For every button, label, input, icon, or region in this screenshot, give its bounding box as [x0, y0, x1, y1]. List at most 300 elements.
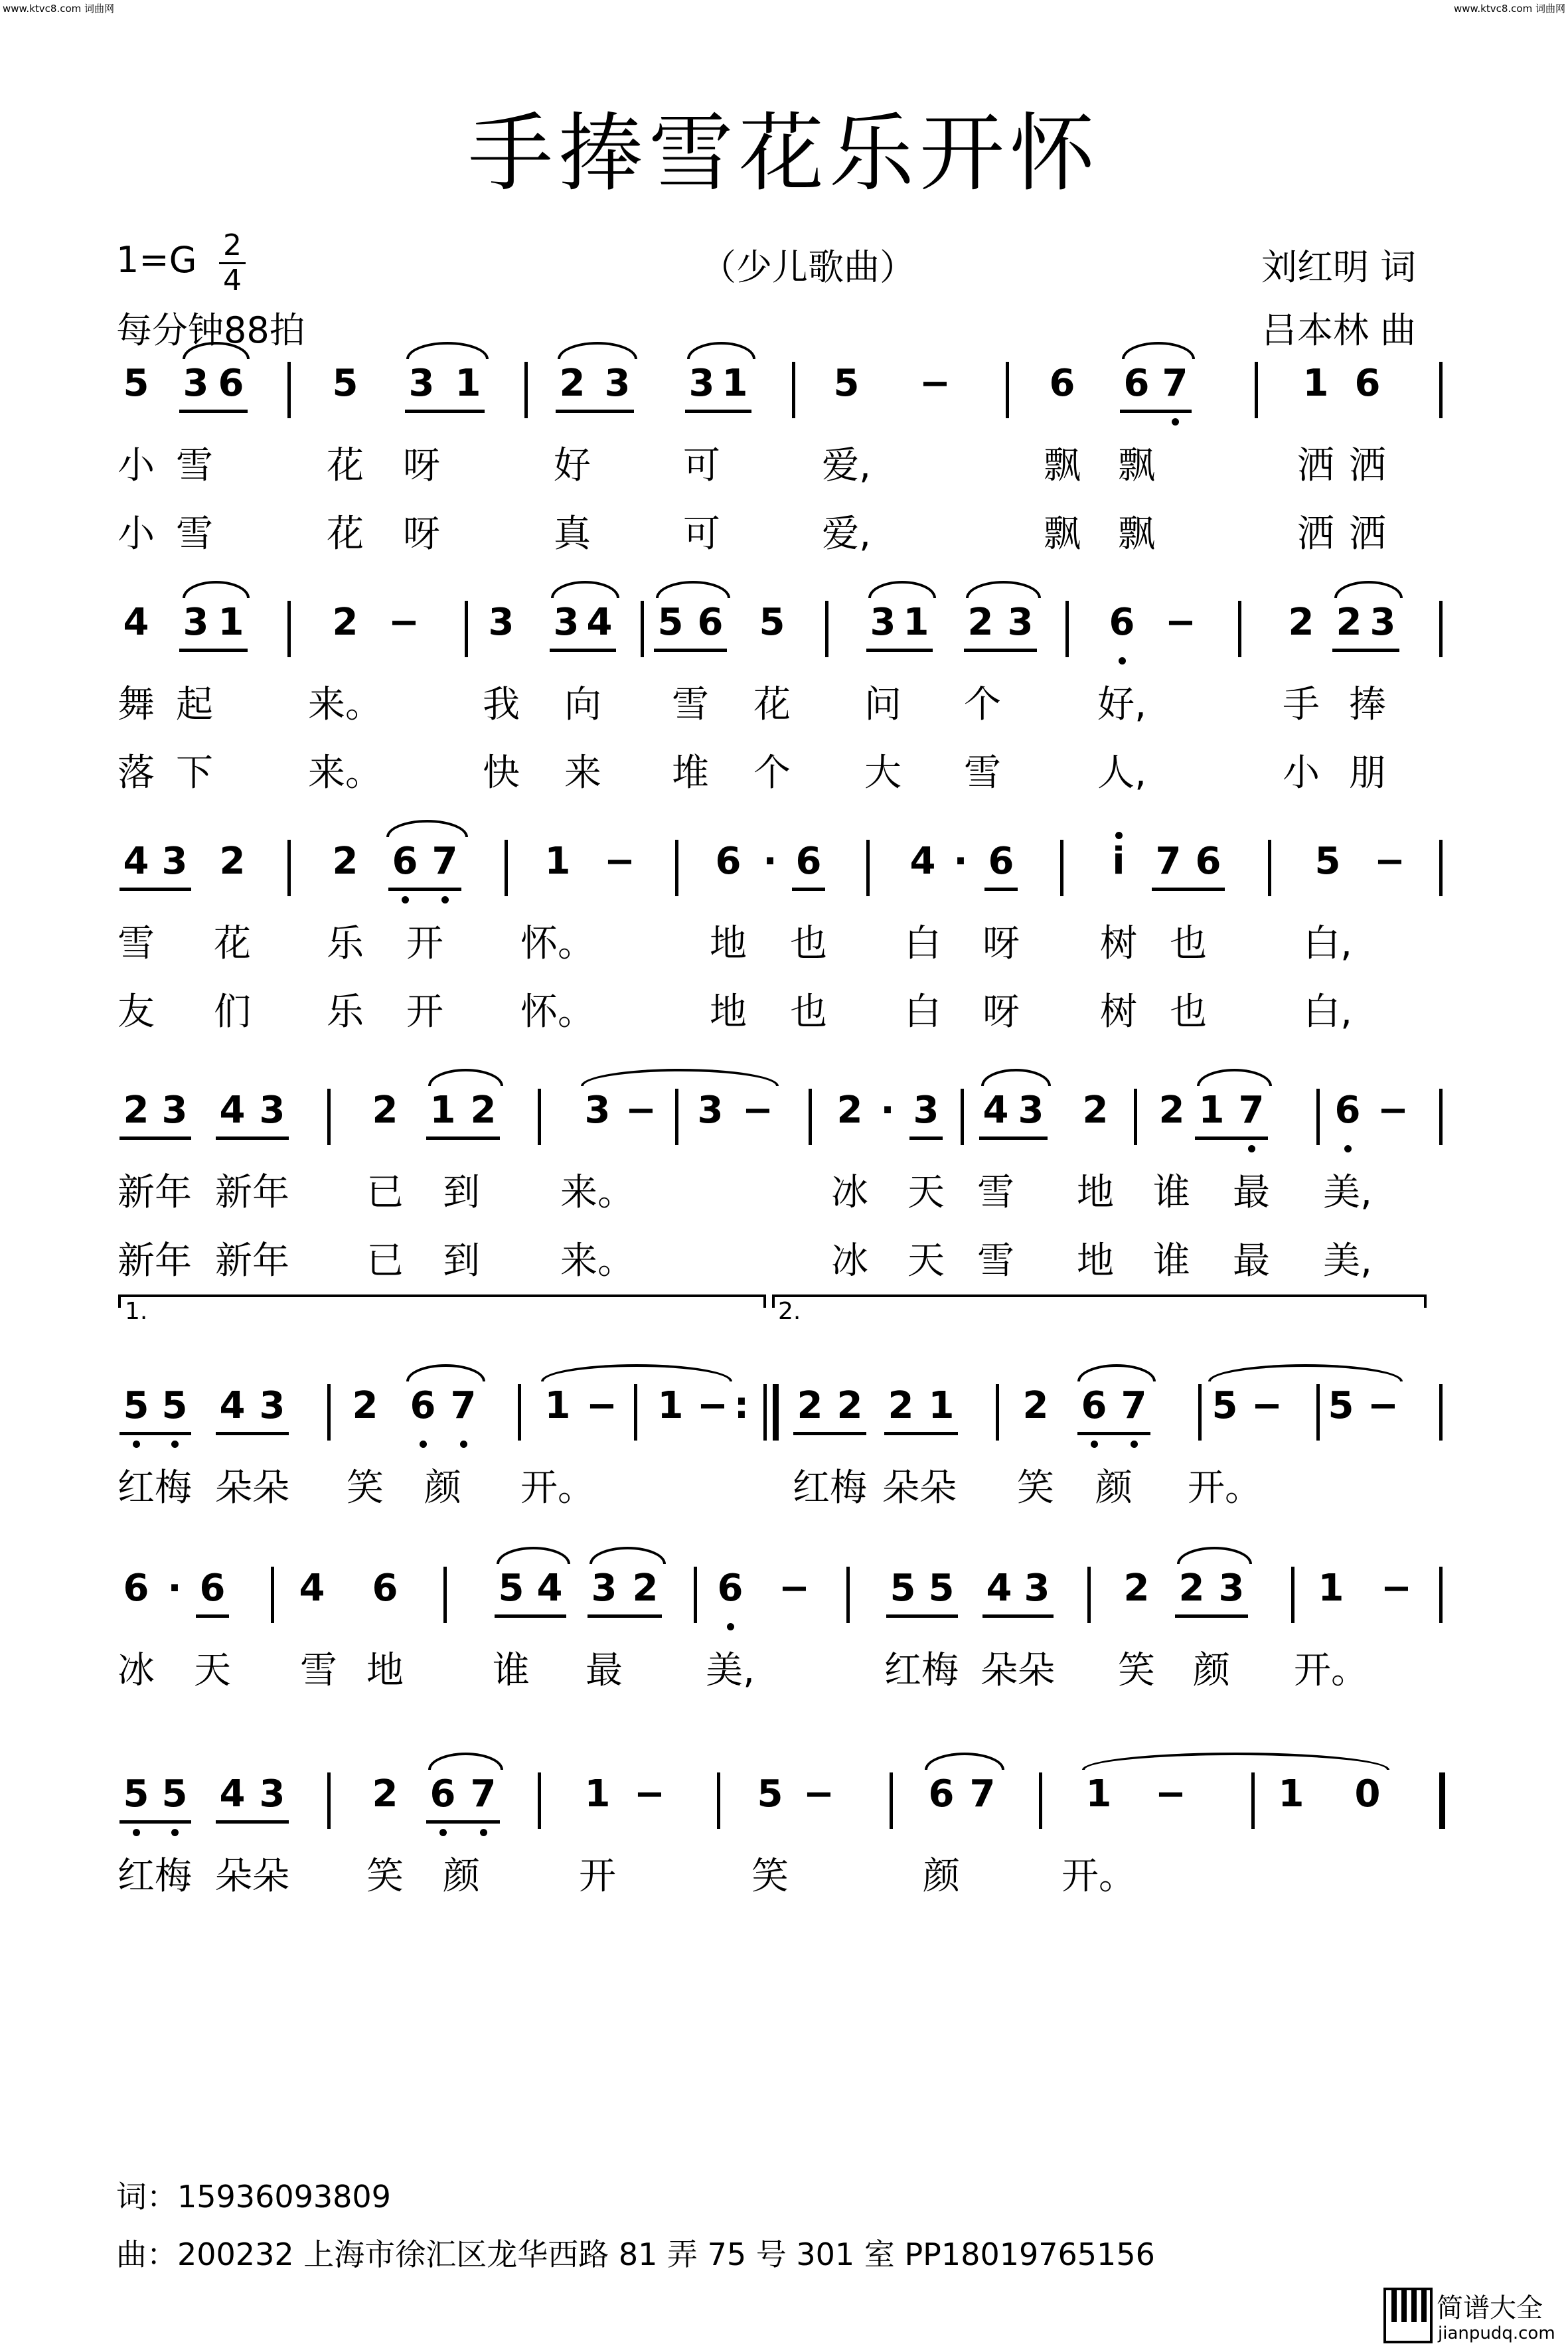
key-signature: 1=G [116, 239, 197, 281]
note: 3 [591, 1567, 617, 1610]
barline [1439, 1567, 1443, 1623]
underline [886, 1614, 958, 1618]
note: 6 [1354, 362, 1381, 405]
underline [1077, 1432, 1150, 1435]
piano-icon [1383, 2282, 1556, 2345]
logo-url: jianpudq.com [1438, 2323, 1555, 2343]
lyric-lyrics1: 到 [443, 1171, 480, 1214]
underline [179, 649, 248, 652]
lyric-lyrics1: 笑 [366, 1855, 404, 1898]
note: 2 [219, 840, 246, 883]
note: 3 [161, 840, 188, 883]
lyric-lyrics2: 可 [683, 512, 720, 556]
note: 5 [657, 601, 684, 644]
lyric-lyrics2: 天 [907, 1239, 945, 1283]
octave-dot-below [133, 1829, 140, 1836]
barline [1039, 1772, 1042, 1829]
underline [426, 1137, 500, 1140]
note: 1 [218, 601, 244, 644]
lyric-lyrics2: 地 [710, 990, 747, 1034]
lyric-lyrics2: 飘 [1118, 512, 1155, 556]
lyric-lyrics1: 地 [366, 1649, 404, 1692]
underline [866, 649, 933, 652]
note: 7 [1162, 362, 1188, 405]
note: 6 [218, 362, 244, 405]
barline [996, 1384, 999, 1441]
note: 6 [928, 1772, 955, 1816]
note: · [880, 1089, 895, 1132]
lyric-lyrics1: 怀。 [520, 922, 595, 965]
note: 3 [259, 1089, 285, 1132]
note: − [634, 1772, 665, 1816]
note: 4 [219, 1772, 246, 1816]
note: 6 [795, 840, 822, 883]
lyric-lyrics1: 白 [904, 922, 941, 965]
note: 3 [161, 1089, 188, 1132]
slur [589, 1547, 666, 1564]
barline [1316, 1089, 1320, 1145]
barline [866, 840, 870, 896]
lyric-lyrics1: 颜 [424, 1466, 461, 1510]
slur [1208, 1364, 1403, 1381]
logo-name: 简谱大全 [1437, 2293, 1543, 2323]
lyric-lyrics1: 红梅 [884, 1649, 959, 1692]
note: 3 [1007, 601, 1034, 644]
header-url-left: www.ktvc8.com 词曲网 [3, 3, 115, 15]
slur [1177, 1547, 1252, 1564]
lyric-lyrics1: 雪 [118, 922, 155, 965]
octave-dot-below [133, 1441, 140, 1448]
lyric-lyrics1: 好 [554, 444, 591, 487]
barline [443, 1567, 447, 1623]
note: 3 [688, 362, 715, 405]
slur [406, 1364, 485, 1381]
barline [792, 362, 795, 418]
lyric-lyrics1: 问 [864, 683, 902, 726]
underline [196, 1614, 229, 1618]
note: 2 [332, 601, 358, 644]
note: 2 [888, 1384, 914, 1427]
note: − [388, 601, 420, 644]
underline [1332, 649, 1399, 652]
note: 5 [332, 362, 358, 405]
underline [979, 1137, 1048, 1140]
genre: （少儿歌曲） [700, 246, 915, 288]
underline [1152, 888, 1225, 891]
barline [287, 840, 291, 896]
note: 3 [697, 1089, 724, 1132]
footer-lyricist-contact: 词：15936093809 [116, 2179, 391, 2215]
note: 5 [498, 1567, 524, 1610]
underline [119, 888, 191, 891]
lyric-lyrics1: 开 [579, 1855, 616, 1898]
note: 1 [544, 1384, 571, 1427]
note: 2 [1288, 601, 1314, 644]
lyric-lyrics1: 飘 [1118, 444, 1155, 487]
volta-bracket-1-edge [763, 1294, 766, 1308]
lyric-lyrics2: 落 [118, 751, 155, 795]
lyric-lyrics2: 人, [1097, 751, 1146, 795]
underline [119, 1137, 191, 1140]
barline [773, 1384, 779, 1441]
note: 1 [584, 1772, 611, 1816]
lyric-lyrics1: 地 [1077, 1171, 1114, 1214]
composer: 吕本林 曲 [1261, 309, 1417, 351]
slur [428, 1069, 503, 1086]
lyric-lyrics1: 舞 [118, 683, 155, 726]
note: 6 [430, 1772, 456, 1816]
lyric-lyrics1: 开。 [1188, 1466, 1262, 1510]
note: 2 [332, 840, 358, 883]
note: 3 [1218, 1567, 1245, 1610]
note: 3 [553, 601, 580, 644]
barline [327, 1772, 331, 1829]
note: 7 [450, 1384, 477, 1427]
lyric-lyrics1: 红梅 [118, 1855, 192, 1898]
note: 1 [1302, 362, 1329, 405]
note: 4 [536, 1567, 563, 1610]
lyric-lyrics1: 笑 [1017, 1466, 1054, 1510]
barline [846, 1567, 850, 1623]
lyric-lyrics1: 红梅 [118, 1466, 192, 1510]
barline [1255, 362, 1258, 418]
barline [1439, 1772, 1445, 1829]
note: − [1165, 601, 1196, 644]
slur [386, 820, 468, 837]
lyric-lyrics2: 飘 [1044, 512, 1081, 556]
barline [1268, 840, 1271, 896]
barline [1087, 1567, 1091, 1623]
lyric-lyrics1: 最 [586, 1649, 623, 1692]
note: 6 [1195, 840, 1221, 883]
lyric-lyrics2: 花 [327, 512, 364, 556]
note: 5 [123, 1384, 149, 1427]
note: 6 [1109, 601, 1135, 644]
octave-dot-below [1119, 657, 1126, 665]
underline [1175, 1614, 1248, 1618]
note: 1 [1318, 1567, 1344, 1610]
note: − [919, 362, 951, 405]
octave-dot-below [420, 1441, 427, 1448]
note: 2 [559, 362, 586, 405]
lyric-lyrics1: 天 [194, 1649, 231, 1692]
underline [550, 649, 616, 652]
note: 7 [470, 1772, 497, 1816]
note: 5 [759, 601, 785, 644]
barline [1006, 362, 1009, 418]
note: · [167, 1567, 182, 1610]
note: 3 [408, 362, 435, 405]
lyric-lyrics2: 们 [214, 990, 251, 1034]
lyric-lyrics2: 朋 [1349, 751, 1386, 795]
lyric-lyrics2: 怀。 [520, 990, 595, 1034]
note: 6 [199, 1567, 226, 1610]
note: 4 [986, 1567, 1012, 1610]
note: 2 [1158, 1089, 1185, 1132]
lyric-lyrics1: 起 [176, 683, 213, 726]
barline [1198, 1384, 1202, 1441]
volta-number-1: 1. [125, 1298, 148, 1325]
note: · [953, 840, 968, 883]
lyric-lyrics2: 个 [753, 751, 791, 795]
slur [183, 581, 250, 598]
lyric-lyrics1: 新年 [118, 1171, 192, 1214]
lyric-lyrics1: 个 [964, 683, 1001, 726]
lyric-lyrics2: 小 [1283, 751, 1320, 795]
lyric-lyrics1: 已 [366, 1171, 404, 1214]
lyric-lyrics2: 地 [1077, 1239, 1114, 1283]
barline [287, 601, 291, 657]
lyric-lyrics1: 好, [1097, 683, 1146, 726]
barline [1065, 601, 1069, 657]
lyric-lyrics2: 雪 [977, 1239, 1014, 1283]
barline [1439, 1384, 1443, 1441]
lyric-lyrics2: 堆 [672, 751, 709, 795]
time-signature-top: 2 [223, 228, 242, 262]
slur [1122, 342, 1195, 359]
note: − [604, 840, 635, 883]
lyricist: 刘红明 词 [1261, 246, 1417, 288]
underline [964, 649, 1037, 652]
lyric-lyrics1: 地 [710, 922, 747, 965]
time-signature [219, 228, 246, 297]
barline [538, 1772, 541, 1829]
barline [1238, 601, 1241, 657]
lyric-lyrics2: 乐 [327, 990, 364, 1034]
note: − [779, 1567, 810, 1610]
note: 4 [123, 601, 149, 644]
lyric-lyrics2: 冰 [831, 1239, 868, 1283]
note: 4 [219, 1384, 246, 1427]
underline [654, 649, 727, 652]
note: 4 [909, 840, 936, 883]
lyric-lyrics1: 手 [1283, 683, 1320, 726]
lyric-lyrics1: 飘 [1044, 444, 1081, 487]
note: i [1112, 840, 1125, 883]
note: 2 [1022, 1384, 1049, 1427]
underline [909, 1137, 943, 1140]
note: 6 [1049, 362, 1075, 405]
note: 1 [722, 362, 748, 405]
note: 2 [797, 1384, 823, 1427]
lyric-lyrics2: 呀 [403, 512, 440, 556]
volta-bracket-1-edge [118, 1294, 121, 1308]
note: 1 [657, 1384, 684, 1427]
barline [271, 1567, 274, 1623]
lyric-lyrics1: 开。 [1061, 1855, 1136, 1898]
volta-bracket-2 [772, 1294, 1426, 1297]
octave-dot-below [171, 1441, 179, 1448]
note: 2 [1082, 1089, 1109, 1132]
lyric-lyrics1: 冰 [118, 1649, 155, 1692]
note: 5 [123, 362, 149, 405]
lyric-lyrics1: 新年 [215, 1171, 289, 1214]
barline [1439, 362, 1443, 418]
note: 4 [982, 1089, 1009, 1132]
lyric-lyrics2: 新年 [215, 1239, 289, 1283]
lyric-lyrics1: 来。 [560, 1171, 635, 1214]
note: 6 [410, 1384, 436, 1427]
lyric-lyrics1: 可 [683, 444, 720, 487]
note: 1 [1085, 1772, 1112, 1816]
note: 0 [1354, 1772, 1381, 1816]
lyric-lyrics2: 雪 [964, 751, 1001, 795]
octave-dot-below [727, 1623, 734, 1630]
barline [890, 1772, 893, 1829]
note: 4 [123, 840, 149, 883]
slur [541, 1364, 732, 1381]
note: 6 [1081, 1384, 1107, 1427]
lyric-lyrics2: 谁 [1153, 1239, 1190, 1283]
lyric-lyrics1: 向 [564, 683, 601, 726]
octave-dot-above [1115, 832, 1123, 839]
underline [1195, 1137, 1268, 1140]
note: 4 [299, 1567, 325, 1610]
note: 2 [836, 1089, 863, 1132]
lyric-lyrics2: 到 [443, 1239, 480, 1283]
lyric-lyrics1: 朵朵 [215, 1466, 289, 1510]
lyric-lyrics2: 开 [406, 990, 443, 1034]
lyric-lyrics1: 颜 [1095, 1466, 1133, 1510]
note: 5 [757, 1772, 783, 1816]
lyric-lyrics1: 雪 [977, 1171, 1014, 1214]
lyric-lyrics2: 来。 [560, 1239, 635, 1283]
barline [518, 1384, 521, 1441]
lyric-lyrics1: 花 [327, 444, 364, 487]
note: 5 [928, 1567, 955, 1610]
note: 3 [1024, 1567, 1050, 1610]
lyric-lyrics2: 也 [790, 990, 827, 1034]
note: 4 [586, 601, 613, 644]
lyric-lyrics2: 快 [483, 751, 520, 795]
note: 6 [1334, 1089, 1361, 1132]
underline [216, 1820, 289, 1824]
lyric-lyrics2: 也 [1170, 990, 1207, 1034]
note: 3 [1018, 1089, 1044, 1132]
underline [793, 1432, 866, 1435]
lyric-lyrics2: 真 [554, 512, 591, 556]
lyric-lyrics2: 白, [1303, 990, 1352, 1034]
note: 5 [890, 1567, 916, 1610]
note: 3 [604, 362, 631, 405]
lyric-lyrics1: 来。 [308, 683, 382, 726]
note: : [734, 1384, 749, 1427]
barline [1060, 840, 1063, 896]
slur [406, 342, 489, 359]
note: − [625, 1089, 657, 1132]
note: 6 [988, 840, 1014, 883]
underline [884, 1432, 958, 1435]
lyric-lyrics1: 美, [706, 1649, 755, 1692]
lyric-lyrics2: 小 [118, 512, 155, 556]
octave-dot-below [1131, 1441, 1138, 1448]
note: 1 [455, 362, 481, 405]
note: 6 [717, 1567, 744, 1610]
lyric-lyrics1: 乐 [327, 922, 364, 965]
note: − [1377, 1089, 1409, 1132]
note: 2 [1123, 1567, 1150, 1610]
lyric-lyrics1: 也 [790, 922, 827, 965]
slur [981, 1069, 1051, 1086]
slur [1077, 1364, 1156, 1381]
slur [966, 581, 1041, 598]
lyric-lyrics1: 颜 [443, 1855, 480, 1898]
barline [538, 1089, 541, 1145]
site-logo [1383, 2282, 1556, 2345]
lyric-lyrics1: 朵朵 [980, 1649, 1055, 1692]
note: 1 [928, 1384, 955, 1427]
barline [1251, 1772, 1255, 1829]
lyric-lyrics2: 树 [1100, 990, 1137, 1034]
lyric-lyrics1: 爱, [822, 444, 871, 487]
barline [327, 1384, 331, 1441]
slur [687, 342, 755, 359]
note: 6 [697, 601, 724, 644]
underline [1120, 410, 1192, 413]
note: 3 [913, 1089, 939, 1132]
note: 3 [488, 601, 514, 644]
lyric-lyrics1: 朵朵 [882, 1466, 957, 1510]
octave-dot-below [171, 1829, 179, 1836]
note: 2 [372, 1089, 398, 1132]
underline [119, 1432, 191, 1435]
lyric-lyrics1: 花 [753, 683, 791, 726]
lyric-lyrics2: 下 [176, 751, 213, 795]
lyric-lyrics2: 来。 [308, 751, 382, 795]
barline [1291, 1567, 1294, 1623]
slur [868, 581, 936, 598]
note: 5 [161, 1384, 188, 1427]
lyric-lyrics1: 呀 [982, 922, 1020, 965]
barline [675, 1089, 678, 1145]
note: 6 [123, 1567, 149, 1610]
underline [388, 888, 461, 891]
barline [1439, 1089, 1443, 1145]
underline [984, 888, 1018, 891]
lyric-lyrics1: 冰 [831, 1171, 868, 1214]
slur [551, 581, 619, 598]
note: 1 [430, 1089, 456, 1132]
note: 5 [833, 362, 860, 405]
octave-dot-below [1248, 1145, 1255, 1152]
lyric-lyrics1: 开 [406, 922, 443, 965]
lyric-lyrics1: 洒 [1349, 444, 1386, 487]
lyric-lyrics2: 已 [366, 1239, 404, 1283]
note: − [803, 1772, 834, 1816]
volta-bracket-1 [118, 1294, 765, 1297]
note: 4 [219, 1089, 246, 1132]
lyric-lyrics2: 洒 [1297, 512, 1334, 556]
lyric-lyrics1: 呀 [403, 444, 440, 487]
underline [556, 410, 634, 413]
barline [694, 1567, 697, 1623]
barline [675, 840, 678, 896]
volta-bracket-2-edge [772, 1294, 775, 1308]
slur [558, 342, 637, 359]
octave-dot-below [460, 1441, 467, 1448]
note: 1 [1198, 1089, 1225, 1132]
lyric-lyrics2: 大 [864, 751, 902, 795]
footer-composer-contact: 曲：200232 上海市徐汇区龙华西路 81 弄 75 号 301 室 PP18019765156 [116, 2236, 1155, 2272]
note: 7 [1121, 1384, 1147, 1427]
song-title: 手捧雪花乐开怀 [467, 104, 1100, 203]
note: 6 [1123, 362, 1150, 405]
note: − [1251, 1384, 1283, 1427]
note: 5 [1212, 1384, 1238, 1427]
slur [925, 1753, 1004, 1770]
underline [119, 1820, 191, 1824]
lyric-lyrics2: 新年 [118, 1239, 192, 1283]
